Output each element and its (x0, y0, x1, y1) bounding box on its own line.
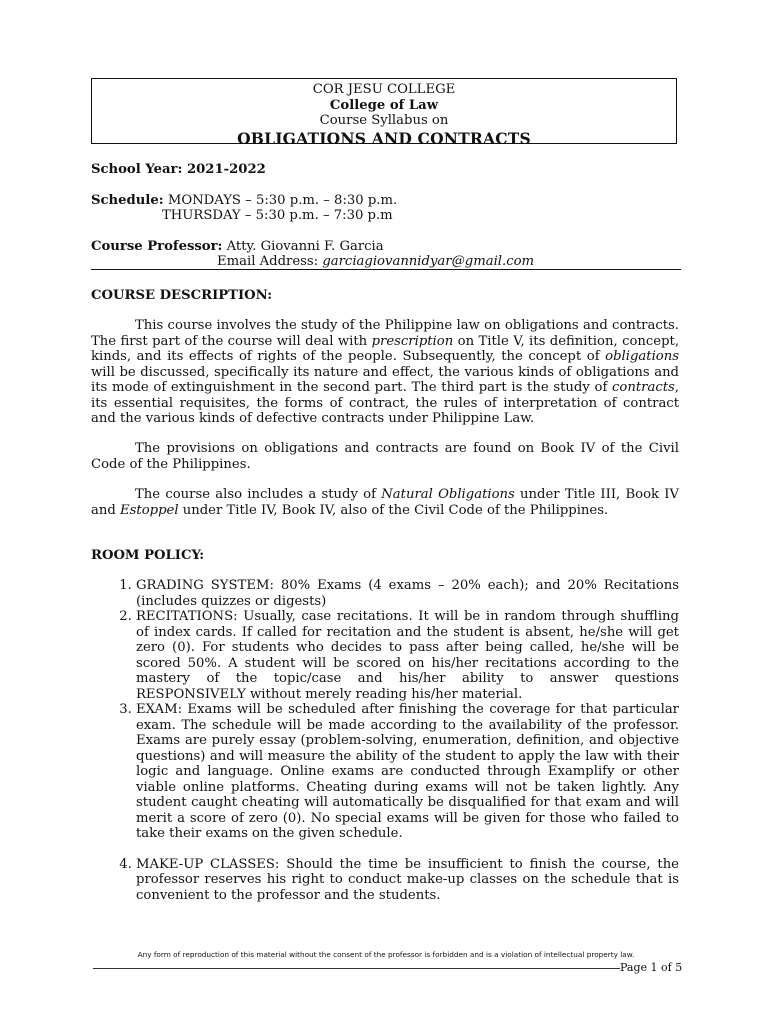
course-title: OBLIGATIONS AND CONTRACTS (237, 128, 531, 148)
course-description-paragraph-1: This course involves the study of the Philippine law on obligations and contracts. The first part of the course will deal with prescription on Title V, its definition, concept, kinds, and its effects of rights of the people. Subsequently, the concept of obligations will be discussed, specifically its nature and effect, the various kinds of obligations and its mode of extinguishment in the second part. The third part is the study of contracts, its essential requisites, the forms of contract, the rules of interpretation of contract and the various kinds of defective contracts under Philippine Law. (91, 318, 680, 426)
term-estoppel: Estoppel (120, 502, 179, 518)
course-description-paragraph-3: The course also includes a study of Natural Obligations under Title III, Book IV and Estoppel under Title IV, Book IV, also of the Civil Code of the Philippines. (91, 487, 680, 518)
room-policy-title: ROOM POLICY: (91, 548, 205, 563)
college-name: College of Law (329, 97, 439, 113)
professor-name: Atty. Giovanni F. Garcia (226, 239, 384, 254)
policy-make-up-classes: 4. MAKE-UP CLASSES: Should the time be insufficient to finish the course, the professor reserves his right to conduct make-up classes on the schedule that is convenient to the professor and the students. (136, 857, 679, 904)
policy-recitations: 2. RECITATIONS: Usually, case recitations. It will be in random through shuffling of index cards. If called for recitation and the student is absent, he/she will get zero (0). For students who decides to pass after being called, he/she will be scored 50%. A student will be scored on his/her recitations according to the mastery of the topic/case and his/her ability to answer questions RESPONSIVELY without merely reading his/her material. (136, 609, 679, 702)
room-policy-list (91, 578, 679, 903)
term-obligations: obligations (605, 349, 679, 364)
schedule-line-2 (162, 208, 393, 224)
school-year-label: School Year: 2021-2022 (91, 162, 266, 177)
professor-line (91, 239, 384, 255)
term-contracts: contracts (612, 380, 675, 395)
policy-exam: 3. EXAM: Exams will be scheduled after finishing the coverage for that particular exam. The schedule will be made according to the availability of the professor. Exams are purely essay (problem-solving, enumeration, definition, and objective questions) and will measure the ability of the student to apply the law with their logic and language. Online exams are conducted through Examplify or other viable online platforms. Cheating during exams will not be taken lightly. Any student caught cheating will automatically be disqualified for that exam and will merit a score of zero (0). No special exams will be given for those who failed to take their exams on the given schedule. (136, 702, 679, 842)
institution-name: COR JESU COLLEGE (312, 82, 456, 97)
professor-label: Course Professor: (91, 239, 223, 254)
header-divider (91, 269, 681, 270)
policy-grading-system: 1. GRADING SYSTEM: 80% Exams (4 exams – 20% each); and 20% Recitations (includes quizzes or digests) (136, 578, 679, 609)
schedule-line-1 (91, 193, 397, 209)
school-year (91, 162, 266, 178)
page-number: Page 1 of 5 (620, 961, 683, 974)
footer-divider (93, 968, 620, 969)
copyright-notice: Any form of reproduction of this material without the consent of the professor is forbidden and is a violation of intellectual property law. (137, 950, 635, 959)
schedule-thursday: THURSDAY – 5:30 p.m. – 7:30 p.m (162, 208, 393, 223)
term-prescription: prescription (371, 333, 454, 349)
course-description-title: COURSE DESCRIPTION: (91, 288, 273, 303)
course-description-paragraph-2: The provisions on obligations and contracts are found on Book IV of the Civil Code of the Philippines. (91, 441, 679, 472)
email-label: Email Address: (217, 254, 319, 269)
email-address[interactable]: garciagiovannidyar@gmail.com (322, 254, 535, 269)
schedule-label: Schedule: (91, 193, 164, 208)
email-line (217, 254, 534, 270)
schedule-monday: MONDAYS – 5:30 p.m. – 8:30 p.m. (167, 193, 398, 208)
term-natural-obligations: Natural Obligations (381, 487, 515, 502)
header-box (91, 78, 677, 148)
document-type: Course Syllabus on (319, 113, 449, 128)
